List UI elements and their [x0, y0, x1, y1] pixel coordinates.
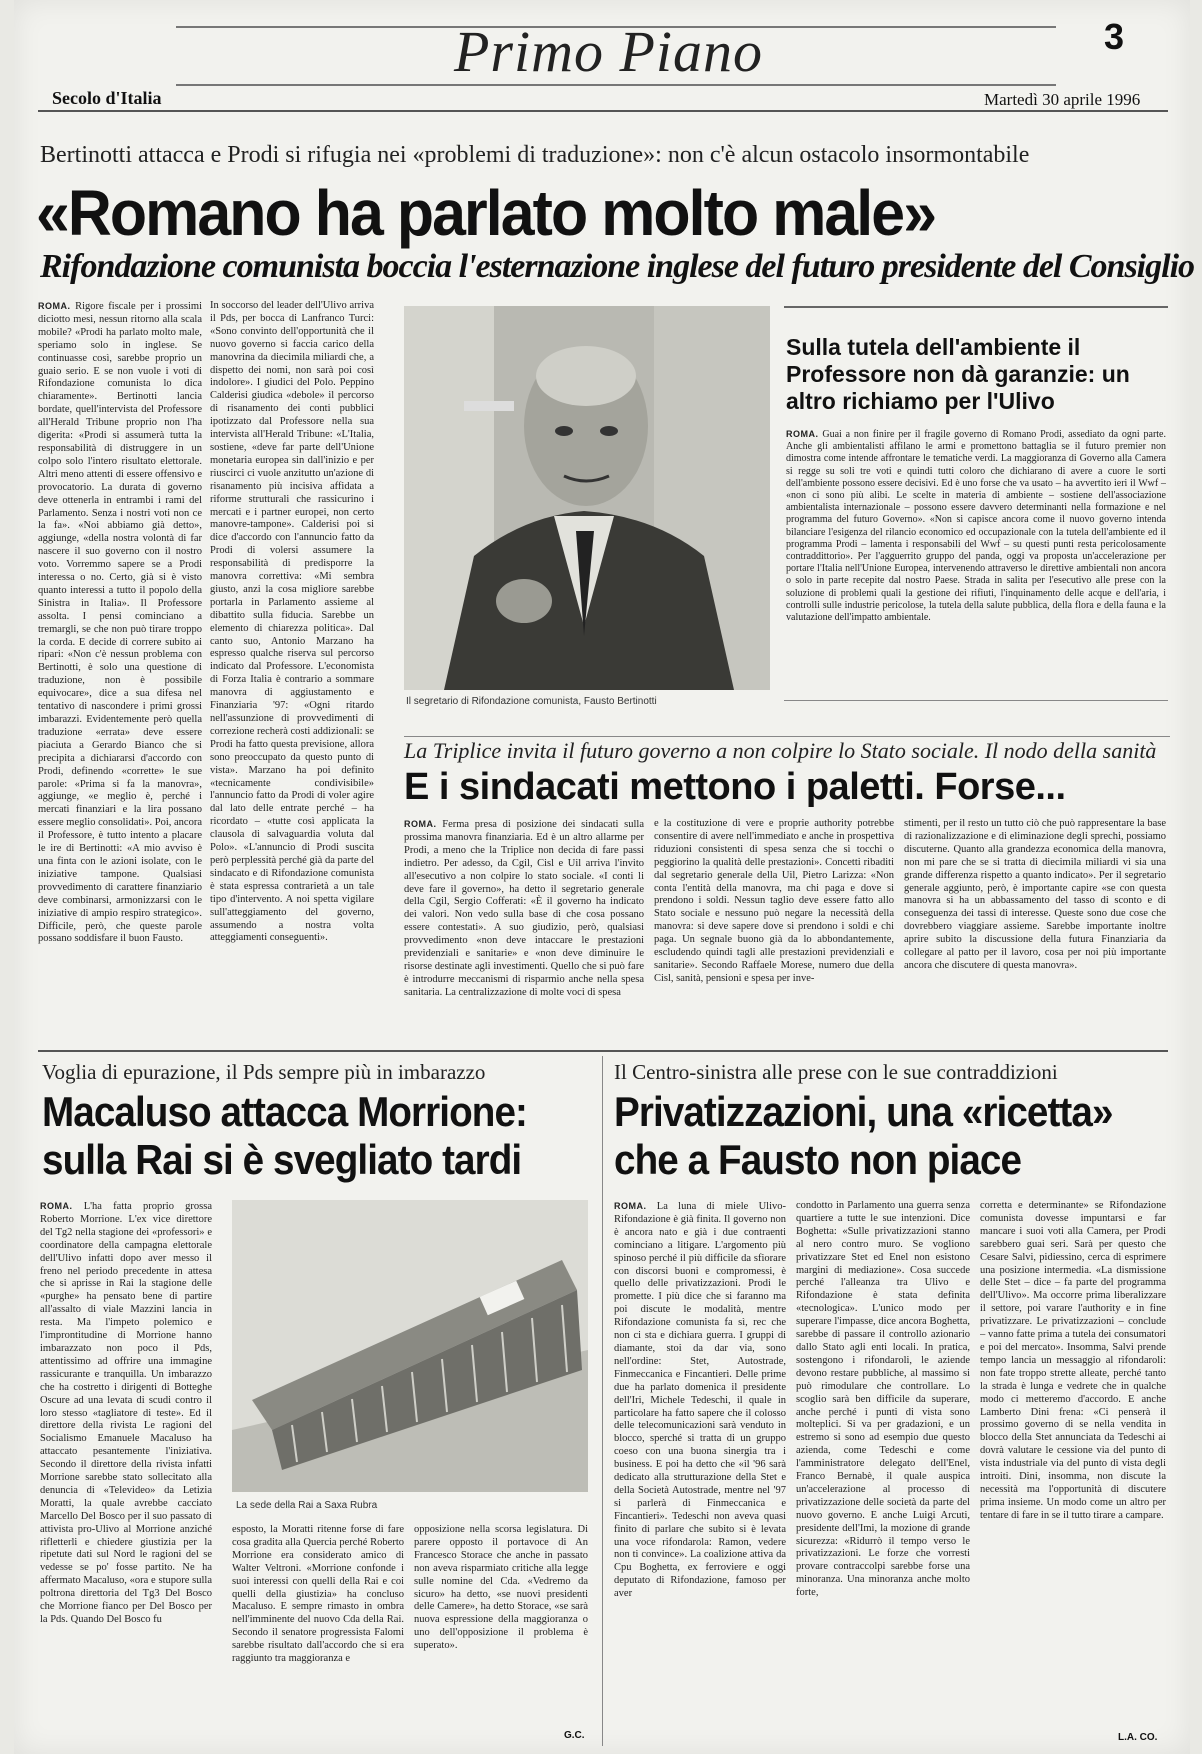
section-title: Primo Piano: [454, 19, 764, 84]
privatizzazioni-column-1-text: La luna di miele Ulivo-Rifondazione è già finita. Il governo non è ancora nato e già i due contraenti cominciano a litigare. L'argomento più spinoso perché il più difficile da sfiorare con discorsi buoni e compromessi, è quello delle privatizzazioni. Prodi le promette. I più dice che si faranno ma poi discute le modalità, mentre Rifondazione comunista fa sì, rec che non ci sta e dichiara guerra. I gruppi di diamante, stoi da dar via, sono nell'ordine: Stet, Autostrade, Finmeccanica e Fincantieri. Delle prime due ha parlato domenica il presidente dell'Iri, Michele Tedeschi, il quale in particolare ha fatto sapere che il colosso delle telecomunicazioni sarà venduto in blocco, sperché si tratta di un gruppo coeso con una buona sinergia tra i business. E poi ha detto che «il '96 sarà dedicato alla strutturazione della Stet e della Società Autostrade, mentre nel '97 si parlerà di Finmeccanica e Fincantieri». Tedeschi non aveva quasi finito di parlare che subito si è levata una voce rifondarola: Ramon, vedere non ti convince». La coalizione attiva da Cpu Boghetta, ex ferroviere e oggi deputato di Rifondazione, famoso per aver: [614, 1201, 786, 1600]
macaluso-column-3-text: opposizione nella scorsa legislatura. Di parere opposto il portavoce di An Francesco Storace che anche in passato non aveva risparmiato critiche alla legge sulle nomine del Cda. «Vedremo da sicuro» ha detto, «se nuovi presidenti delle Camere», ha detto Storace, «se sarà nuova espressione della maggioranza o uno dell'opposizione il problema è superato».: [414, 1524, 588, 1652]
ambiente-body-text: Guai a non finire per il fragile governo di Romano Prodi, assediato da ogni parte. Anche gli ambientalisti affilano le armi e promettono battaglia se il futuro premier non dimostra come intende affrontare le tematiche verdi. La maggioranza di Governo alla Camera si regge su soli tre voti e quindi tutti coloro che dichiarano di avere a cuore le sorti dell'ambiente possono essere decisivi. Ed è uno forse che va usato – ha avvertito ieri il Wwf – «non ci sono più alibi. Le scelte in materia di ambiente – sostiene dell'associazione ambientalista internazionale – possono essere davvero determinanti nella formazione e nel programma del futuro Governo». «Non si capisce ancora come il nuovo governo intenda bilanciare l'esigenza del rilancio economico ed occupazionale con la tutela dell'ambiente ed il programma Prodi – lamenta i responsabili del Wwf – su questi punti resta pericolosamente contraddittorio». Per l'agguerrito gruppo del panda, oggi va proposta un'accelerazione per portare l'Italia nell'Unione Europea, intervenendo attraverso le direttive ambientali non ancora o solo in parte recepite dal nostro Paese. Strada in salita per l'esecutivo alle prese con la soluzione di problemi quali la gestione dei rifiuti, l'inquinamento delle acque e dell'aria, i controlli sulle industrie pericolose, la tutela della salute pubblica, della flora e della fauna e la valutazione dell'impatto ambientale.: [786, 429, 1166, 624]
privatizzazioni-signature: L.A. CO.: [1118, 1732, 1158, 1743]
issue-date: Martedì 30 aprile 1996: [984, 90, 1141, 109]
privatizzazioni-column-1: [614, 1200, 786, 1748]
sindacati-column-2-text: e la costituzione di vere e proprie authority potrebbe consentire di avere nell'immediato e anche in prospettiva riduzioni consistenti di spesa senza che si tocchi o peggiorino la qualità delle prestazioni». Concetti ribaditi dal segretario generale della Uil, Pietro Larizza: «Non conta l'entità della manovra, ma chi paga e dove si prendono i soldi. Nessun taglio deve essere fatto allo Stato sociale e nessuno può negare la necessità della manovra: si deve sapere dove si prendono i soldi e chi paga. Un segnale buono già da lo abbondantemente, escludendo quindi tagli alle prestazioni previdenziali e sanitarie». Secondo Raffaele Morese, numero due della Cisl, sanità, pensioni e spesa per inve-: [654, 818, 894, 984]
sindacati-column-1: [404, 818, 644, 1038]
ambiente-headline: Sulla tutela dell'ambiente il Professore non dà garanzie: un altro richiamo per l'Ulivo: [786, 334, 1130, 414]
privatizzazioni-headline-line2: che a Fausto non piace: [614, 1136, 1022, 1183]
privatizzazioni-column-2-text: condotto in Parlamento una guerra senza quartiere a tutte le sue intenzioni. Dice Boghetta: «Sulle privatizzazioni stanno al nero contro muro. Se vogliono privatizzare Stet ed Enel non esistono margini di mediazione». Cosa succede perché l'alleanza tra Ulivo e Rifondazione è stata definita «tecnologica». L'unico modo per superare l'impasse, dice ancora Boghetta, sarebbe di passare il controllo azionario dallo Stato agli enti locali. In pratica, sostengono i rifondaroli, le aziende devono restare pubbliche, al massimo si può rimodulare che controllare. Lo scoglio sarà ben difficile da superare, anche perché i punti di vista sono molteplici. Si va per gradazioni, e un estremo si sono ad esempio due questo azienda, come Tedeschi e come l'amministratore delegato dell'Enel, Franco Bernabè, il quale auspica un'accelerazione al processo di privatizzazione delle società da parte del nuovo governo. E anche Luigi Arcuti, presidente dell'Imi, la mozione di grande sicurezza: «Ridurrò il tempo verso le privatizzazioni. Le forze che vorresti provare contraccolpi sarebbe forse una minoranza. Una minoranza anche molto forte,: [796, 1200, 970, 1599]
sindacati-column-3: [904, 818, 1166, 1038]
macaluso-headline-line2: sulla Rai si è svegliato tardi: [42, 1136, 522, 1183]
macaluso-column-1: [40, 1200, 212, 1748]
mid-page-divider: [38, 1050, 1168, 1052]
macaluso-headline-line1: Macaluso attacca Morrione:: [42, 1088, 527, 1135]
privatizzazioni-column-3-text: corretta e determinante» se Rifondazione comunista dovesse impuntarsi e far mancare i suoi voti alla Camera, per Prodi sarebbero guai seri. Sarà per questo che Cesare Salvi, pidiessino, cerca di esprimere una posizione intermedia. «La dismissione delle Stet – dice – fa parte del programma dell'Ulivo». Ma occorre prima liberalizzare il settore, poi varare l'authority e in fine privatizzare. Le privatizzazioni – conclude – vanno fatte prima a tutela dei consumatori e poi del mercato». Insomma, Salvi prende tempo lancia un messaggio al rifondaroli: non fate troppo strette alleate, perché tanto la strada è lunga e vedrete che in qualche modo ci metteremo d'accordo. E anche Lamberto Dini frena: «Ci penserà il prossimo governo di se nella vendita in blocco della Stet annunciata da Tedeschi ai dovrà valutare le cessione via del punto di vista industriale via del punto di vista degli introiti. Dini, insomma, non discute la necessità ma l'opportunità di discutere prima insieme. Un modo come un altro per tentare di fare in se il tutto tirare a campare.: [980, 1200, 1166, 1521]
sindacati-headline: E i sindacati mettono i paletti. Forse...: [404, 766, 1066, 808]
privatizzazioni-dateline: ROMA.: [614, 1201, 647, 1211]
macaluso-column-3: [414, 1524, 588, 1724]
sindacati-column-3-text: stimenti, per il resto un tutto ciò che può rappresentare la base di razionalizzazione e di eliminazione degli sprechi, possiamo discuterne. Quanto alla grandezza economica della manovra, non mi pare che se si tratta di diecimila miliardi vi sia una grande differenza rispetto a quanto indicato». Per il segretario generale aggiunto, però, è importante capire «se con questa manovra si ha un abbassamento del tasso di sconto e di conseguenza dei tassi di interesse. Queste sono due cose che dovrebbero viaggiare assieme. Sarebbe importante inoltre aprire subito la discussione della futura Finanziaria da collegare al patto per il lavoro, cosa per noi più importante ancora che discutere di questa manovra».: [904, 818, 1166, 971]
lead-subhead: Rifondazione comunista boccia l'esternazione inglese del futuro presidente del Consiglio: [40, 248, 1195, 285]
macaluso-column-2: [232, 1524, 404, 1748]
privatizzazioni-column-3: [980, 1200, 1166, 1730]
ambiente-body: [786, 428, 1166, 692]
macaluso-dateline: ROMA.: [40, 1201, 73, 1211]
header-divider: [38, 110, 1168, 112]
lead-kicker: Bertinotti attacca e Prodi si rifugia nei «problemi di traduzione»: non c'è alcun ostacolo insormontabile: [40, 142, 1030, 168]
rai-saxa-rubra-photo: [232, 1200, 588, 1492]
dateline: ROMA.: [38, 301, 71, 311]
bertinotti-photo: [404, 306, 770, 690]
macaluso-column-1-text: L'ha fatta proprio grossa Roberto Morrione. L'ex vice direttore del Tg2 nella stagione dei «professori» e coordinatore della campagna elettorale dell'Ulivo infatti dopo aver messo il freno nel periodo precedente in attesa che si aprisse in Rai la stagione delle «purghe» ha pensato bene di partire all'assalto di viale Mazzini lancia in resta. Ma l'impeto polemico e l'improntitudine di Morrione hanno imbarazzato non poco il Pds, attentissimo ad offrire una immagine rassicurante e tranquilla. Un imbarazzo che ha costretto i dirigenti di Botteghe Oscure ad una levata di scudi contro il loro stesso «tagliatore di teste». Ed il direttore della rivista Le ragioni del Socialismo Emanuele Macaluso ha attaccato pesantemente l'iniziativa. Secondo il direttore della rivista infatti Morrione sarebbe stato sollecitato alla denuncia di «Televideo» da Letizia Moratti, la quale avrebbe cacciato Marcello Del Bosco per il suo passato di attivista pro-Ulivo al Morrione anziché rifletterli e chiedere giustizia per la ripetute dati sul Nord le ragioni del se vedesse se po' fosse partito. Ne ha affermato Macaluso, «ora e stupore sulla poltrona direttoria del Tg3 Del Bosco che Morrione fianco per Del Bosco per la Pds. Quando Del Bosco fu: [40, 1201, 212, 1625]
portrait-illustration: [404, 306, 770, 690]
ambiente-top-rule: [784, 306, 1168, 308]
lead-headline: «Romano ha parlato molto male»: [36, 177, 936, 249]
ambiente-dateline: ROMA.: [786, 429, 819, 439]
sindacati-kicker: La Triplice invita il futuro governo a non colpire lo Stato sociale. Il nodo della sanità: [404, 738, 1157, 763]
lead-column-2-text: In soccorso del leader dell'Ulivo arriva il Pds, per bocca di Lanfranco Turci: «Sono convinto dell'opportunità che il nuovo governo si faccia carico della manovrina da diecimila miliardi che, a dispetto dei nomi, non sarà poi così indolore». I giudici del Polo. Peppino Calderisi giudica «debole» il percorso di risanamento dei conti pubblici ipotizzato dal Professore nella sua intervista all'Herald Tribune: «L'Italia, sostiene, «deve far parte dell'Unione monetaria europea sin dall'inizio e per riuscirci ci vuole anzitutto un'azione di risanamento più incisiva affidata a riforme strutturali che rassicurino i mercati e i partner europei, non certo manovre-tampone». Calderisi poi si dice d'accordo con l'annuncio fatto da Prodi di volersi assumere la responsabilità di predisporre la manovra correttiva: «Mi sembra giusto, anzi la cosa migliore sarebbe portarla in Parlamento assieme al dibattito sulla fiducia. Sarebbe un elemento di chiarezza politica». Dal canto suo, Antonio Marzano ha espresso qualche riserva sul percorso indicato dal Professore. L'economista di Forza Italia è contrario a sommare manovra di aggiustamento e Finanziaria '97: «Ogni ritardo nell'assunzione di provvedimenti di correzione recherà costi addizionali: se Prodi ha fatto questa previsione, allora sono preoccupato da questo punto di vista». Marzano ha poi definito «tecnicamente condivisibile» l'annuncio fatto da Prodi di voler agire dal lato delle entrate perché – ha ricordato – «tutte così applicata la clausola di salvaguardia voluta dal Polo». «L'annuncio di Prodi suscita però perplessità perché già da parte del sindacato e di Rifondazione comunista è stata espressa contrarietà a un tale tipo d'intervento. A noi spetta vigilare sull'atteggiamento del governo, assumendo a nostra volta atteggiamenti conseguenti».: [210, 300, 374, 944]
bertinotti-photo-caption: Il segretario di Rifondazione comunista, Fausto Bertinotti: [406, 696, 657, 707]
macaluso-signature: G.C.: [564, 1730, 585, 1741]
sindacati-top-rule: [404, 736, 1170, 737]
rai-photo-caption: La sede della Rai a Saxa Rubra: [236, 1500, 378, 1511]
column-divider: [602, 1056, 603, 1746]
privatizzazioni-column-2: [796, 1200, 970, 1748]
paper-name: Secolo d'Italia: [52, 88, 162, 108]
sindacati-column-1-text: Ferma presa di posizione dei sindacati sulla prossima manovra finanziaria. Ed è un altro allarme per Prodi, a meno che la Triplice non decida di fare passi indietro. Per adesso, da Cgil, Cisl e Uil arriva l'invito all'esecutivo a non colpire lo stato sociale. «I conti li deve fare il governo», ha detto il segretario generale della Cgil, Sergio Cofferati: «È il governo ha indicato dei valori. Non vedo sulla base di che cosa possano essere contestati». A suo giudizio, però, qualsiasi provvedimento «non deve intaccare le prestazioni previdenziali e sanitarie» e «non deve diminuire le risorse destinate agli investimenti. Quello che si può fare è introdurre meccanismi di risparmio anche nella spesa sanitaria. La centralizzazione di molte voci di spesa: [404, 819, 644, 998]
privatizzazioni-kicker: Il Centro-sinistra alle prese con le sue contraddizioni: [614, 1060, 1058, 1084]
sindacati-dateline: ROMA.: [404, 819, 437, 829]
privatizzazioni-headline-line1: Privatizzazioni, una «ricetta»: [614, 1088, 1113, 1135]
building-illustration: [232, 1200, 588, 1492]
page-number: 3: [1104, 16, 1125, 57]
lead-column-1-text: Rigore fiscale per i prossimi diciotto mesi, nessun ritorno alla scala mobile? «Prodi ha parlato molto male, speriamo solo in inglese. Se continuasse così, sarebbe proprio un guaio serio. E se non vuole i voti di Rifondazione comunista lo dica chiaramente». Bertinotti lancia bordate, quell'intervista del Professore all'Herald Tribune proprio non l'ha digerita: «Prodi si assumerà tutta la responsabilità di distruggere in un colpo solo l'intero risultato elettorale. Altri meno attenti di essere offensivo e provocatorio. La durata di governo deve ottenerla in entrambi i rami del Parlamento. Senza i nostri voti non ce la fa». «Noi abbiamo già detto», aggiunge, «della nostra volontà di far nascere il suo governo con il nostro voto. Vorremmo sapere se a Prodi interessa o no. Certo, già si è visto quanto interessi a tutto il popolo della Sinistra in Italia». Il Professore assolta. I pensi cominciano a tremargli, se che non può tirare troppo la corda. E decide di correre subito ai ripari: «Non c'è nessun problema con Bertinotti, è solo una questione di traduzione, non è possibile equivocare», dice a sua difesa nel tentativo di nascondere i primi grossi imbarazzi. Evidentemente però quella traduzione «errata» deve essere piaciuta a Gerardo Bianco che si precipita a dichiararsi d'accordo con Prodi, definendo «corrette» le sue parole: «Prima si fa la manovra», aggiunge, «e meglio è, perché i mercati finanziari e la lira possano essere meglio consolidati». Poi, ancora il Professore, è tutto intento a placare le ire di Bertinotti: «A mio avviso è una finta con le azioni isolate, con le iniziative tampone. Qualsiasi provvedimento di carattere finanziario deve combinarsi, armonizzarsi con le iniziative di ampio respiro strategico». Difficile, però, che queste parole possano soddisfare il buon Fausto.: [38, 301, 202, 945]
macaluso-kicker: Voglia di epurazione, il Pds sempre più in imbarazzo: [42, 1060, 486, 1084]
macaluso-column-2-text: esposto, la Moratti ritenne forse di fare cosa gradita alla Quercia perché Roberto Morrione era considerato amico di Walter Veltroni. «Morrione confonde i suoi interessi con quelli della Rai e coi quelli della giustizia» ha concluso Macaluso. E sempre rimasto in ombra nell'imminente del nuovo Cda della Rai. Secondo il senatore progressista Falomi sarebbe risultato dall'accordo che si era raggiunto tra maggioranza e: [232, 1524, 404, 1665]
sindacati-column-2: [654, 818, 894, 1038]
lead-column-2: [210, 300, 374, 1010]
ambiente-bottom-rule: [784, 700, 1168, 701]
newspaper-page: [14, 0, 1195, 1754]
lead-column-1: [38, 300, 202, 1010]
